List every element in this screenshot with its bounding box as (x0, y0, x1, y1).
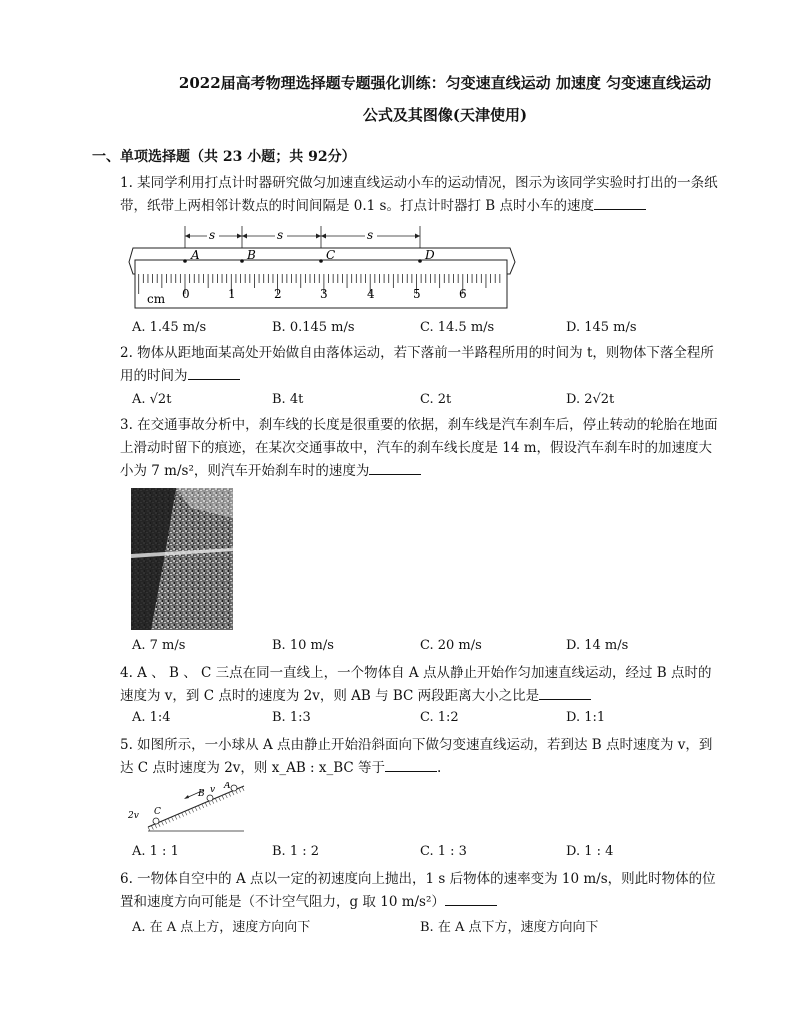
tick-label-1: 1 (228, 287, 236, 301)
option-c[interactable]: C. 1 : 3 (420, 844, 467, 859)
option-b[interactable]: B. 10 m/s (272, 638, 334, 653)
document-title-line1: 2022届高考物理选择题专题强化训练：匀变速直线运动 加速度 匀变速直线运动 (178, 74, 712, 92)
answer-blank (188, 365, 240, 380)
question-3 (120, 414, 720, 483)
incline-label-C: C (154, 807, 161, 817)
option-d[interactable]: D. 1:1 (566, 710, 606, 725)
option-d[interactable]: D. 145 m/s (566, 320, 637, 335)
incline-figure (126, 782, 250, 836)
option-a[interactable]: A. 1:4 (132, 710, 171, 725)
point-label-C: C (326, 248, 336, 262)
incline-label-B: B (198, 789, 205, 799)
segment-label-s2: s (277, 228, 284, 242)
option-c[interactable]: C. 1:2 (420, 710, 459, 725)
ruler-tape-figure (125, 222, 520, 310)
question-1 (120, 172, 720, 218)
question-4 (120, 662, 720, 708)
option-c[interactable]: C. 14.5 m/s (420, 320, 495, 335)
incline-label-2v: 2v (128, 811, 139, 821)
option-c[interactable]: C. 2t (420, 392, 452, 407)
answer-blank (385, 757, 437, 772)
option-b[interactable]: B. 0.145 m/s (272, 320, 355, 335)
question-3-text: 3. 在交通事故分析中，刹车线的长度是很重要的依据，刹车线是汽车刹车后，停止转动的轮胎在地面上滑动时留下的痕迹，在某次交通事故中，汽车的刹车线长度是 14 m，假设汽车刹车时的加速度大小为 7 m/s²，则汽车开始刹车时的速度为 (120, 417, 718, 479)
skid-mark-photo (131, 488, 233, 630)
option-d[interactable]: D. 2√2t (566, 392, 615, 407)
answer-blank (594, 195, 646, 210)
point-label-B: B (247, 248, 256, 262)
point-label-D: D (425, 248, 435, 262)
tick-label-6: 6 (459, 287, 467, 301)
option-c[interactable]: C. 20 m/s (420, 638, 482, 653)
option-a[interactable]: A. 在 A 点上方，速度方向向下 (132, 920, 311, 935)
option-b[interactable]: B. 1:3 (272, 710, 311, 725)
question-4-text: 4. A 、 B 、 C 三点在同一直线上，一个物体自 A 点从静止开始作匀加速直线运动，经过 B 点时的速度为 v，到 C 点时的速度为 2v，则 AB 与 BC 两段距离大小之比是 (120, 665, 712, 704)
incline-label-v: v (210, 785, 216, 795)
question-5-text: 5. 如图所示，一小球从 A 点由静止开始沿斜面向下做匀变速直线运动，若到达 B 点时速度为 v，到达 C 点时速度为 2v，则 x_AB : x_BC 等于 (120, 737, 713, 776)
option-a[interactable]: A. √2t (132, 392, 172, 407)
tick-label-2: 2 (274, 287, 282, 301)
ruler-unit-label: cm (147, 292, 166, 306)
tick-label-5: 5 (413, 287, 421, 301)
answer-blank (369, 460, 421, 475)
section-heading: 一、单项选择题（共 23 小题；共 92分） (92, 149, 356, 165)
segment-label-s1: s (209, 228, 216, 242)
segment-label-s3: s (367, 228, 374, 242)
option-a[interactable]: A. 1 : 1 (132, 844, 179, 859)
option-b[interactable]: B. 在 A 点下方，速度方向向下 (420, 920, 599, 935)
tick-label-4: 4 (367, 287, 375, 301)
tick-label-0: 0 (182, 287, 190, 301)
incline-label-A: A (224, 782, 231, 791)
question-5: 5. 如图所示，一小球从 A 点由静止开始沿斜面向下做匀变速直线运动，若到达 B 点时速度为 v，到达 C 点时速度为 2v，则 x_AB : x_BC 等于 . (120, 737, 713, 776)
document-title-line2: 公式及其图像(天津使用) (362, 106, 528, 124)
option-a[interactable]: A. 7 m/s (132, 638, 186, 653)
question-6 (120, 868, 720, 914)
answer-blank (445, 891, 497, 906)
question-6-text: 6. 一物体自空中的 A 点以一定的初速度向上抛出，1 s 后物体的速率变为 10 m/s，则此时物体的位置和速度方向可能是（不计空气阻力，g 取 10 m/s²） (120, 871, 716, 910)
tick-label-3: 3 (320, 287, 328, 301)
option-b[interactable]: B. 1 : 2 (272, 844, 320, 859)
option-d[interactable]: D. 1 : 4 (566, 844, 614, 859)
option-d[interactable]: D. 14 m/s (566, 638, 629, 653)
option-a[interactable]: A. 1.45 m/s (132, 320, 207, 335)
answer-blank (539, 685, 591, 700)
question-2-text: 2. 物体从距地面某高处开始做自由落体运动，若下落前一半路程所用的时间为 t，则物体下落全程所用的时间为 (120, 345, 714, 384)
question-2 (120, 342, 720, 388)
point-label-A: A (191, 248, 200, 262)
question-1-text: 1. 某同学利用打点计时器研究做匀加速直线运动小车的运动情况，图示为该同学实验时打出的一条纸带，纸带上两相邻计数点的时间间隔是 0.1 s。打点计时器打 B 点时小车的速度 (120, 175, 718, 214)
option-b[interactable]: B. 4t (272, 392, 304, 407)
